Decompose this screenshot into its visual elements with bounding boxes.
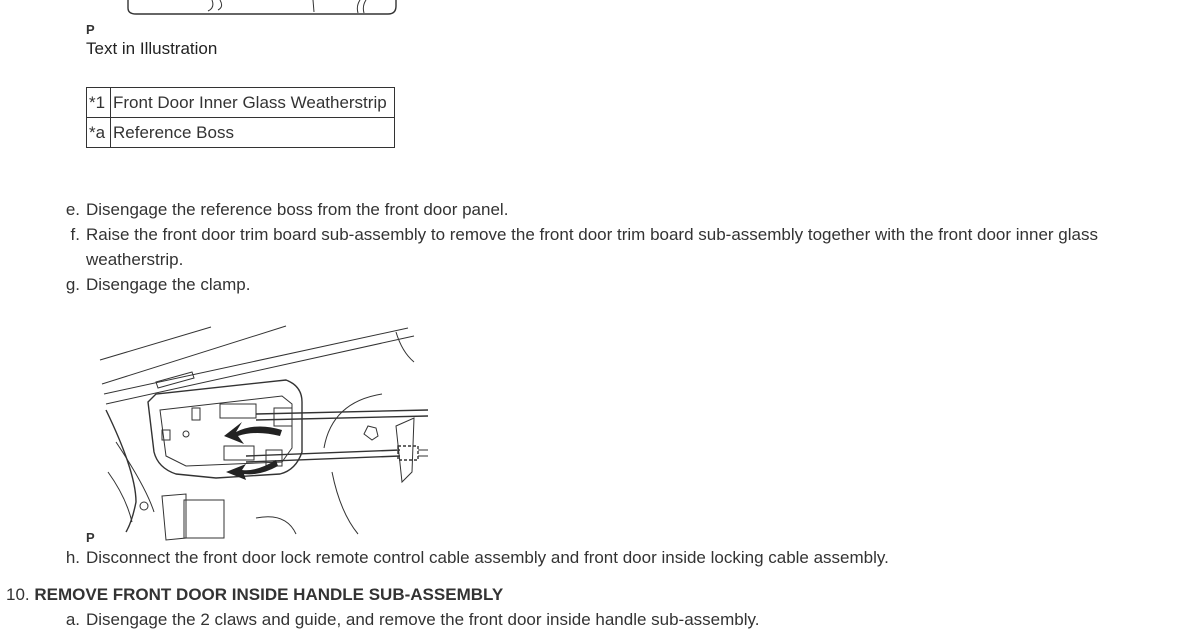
substep-g	[60, 272, 250, 297]
substep-f-continuation: weatherstrip.	[86, 250, 184, 269]
substep-h	[60, 545, 889, 570]
substep-marker: e.	[65, 200, 80, 219]
door-cable-illustration	[96, 322, 436, 544]
substep-text: Raise the front door trim board sub-assembly to remove the front door trim board sub-assembly together with the front door inner glass	[86, 225, 1098, 244]
legend-key: *1	[87, 88, 111, 118]
substep-a	[60, 607, 759, 632]
legend-key: *a	[87, 118, 111, 148]
substep-e	[60, 197, 508, 222]
table-row	[87, 88, 395, 118]
step-number: 10.	[6, 585, 30, 604]
legend-text: Reference Boss	[111, 118, 395, 148]
top-illustration-fragment	[120, 0, 410, 20]
step-title: REMOVE FRONT DOOR INSIDE HANDLE SUB-ASSEMBLY	[34, 585, 504, 604]
substep-text: Disengage the 2 claws and guide, and remove the front door inside handle sub-assembly.	[86, 610, 760, 629]
substep-marker: a.	[65, 610, 80, 629]
legend-title: Text in Illustration	[86, 39, 218, 58]
legend-text: Front Door Inner Glass Weatherstrip	[111, 88, 395, 118]
substep-marker: g.	[65, 275, 80, 294]
substep-marker: f.	[70, 225, 80, 244]
substep-f	[60, 222, 1098, 247]
substep-text: Disconnect the front door lock remote control cable assembly and front door inside locking cable assembly.	[86, 548, 889, 567]
legend-table	[86, 87, 395, 148]
substep-text: Disengage the reference boss from the front door panel.	[86, 200, 509, 219]
substep-marker: h.	[65, 548, 80, 567]
figure-label: P	[86, 530, 95, 545]
substep-text: Disengage the clamp.	[86, 275, 251, 294]
figure-label: P	[86, 22, 95, 37]
table-row	[87, 118, 395, 148]
step-10-heading	[6, 582, 503, 607]
